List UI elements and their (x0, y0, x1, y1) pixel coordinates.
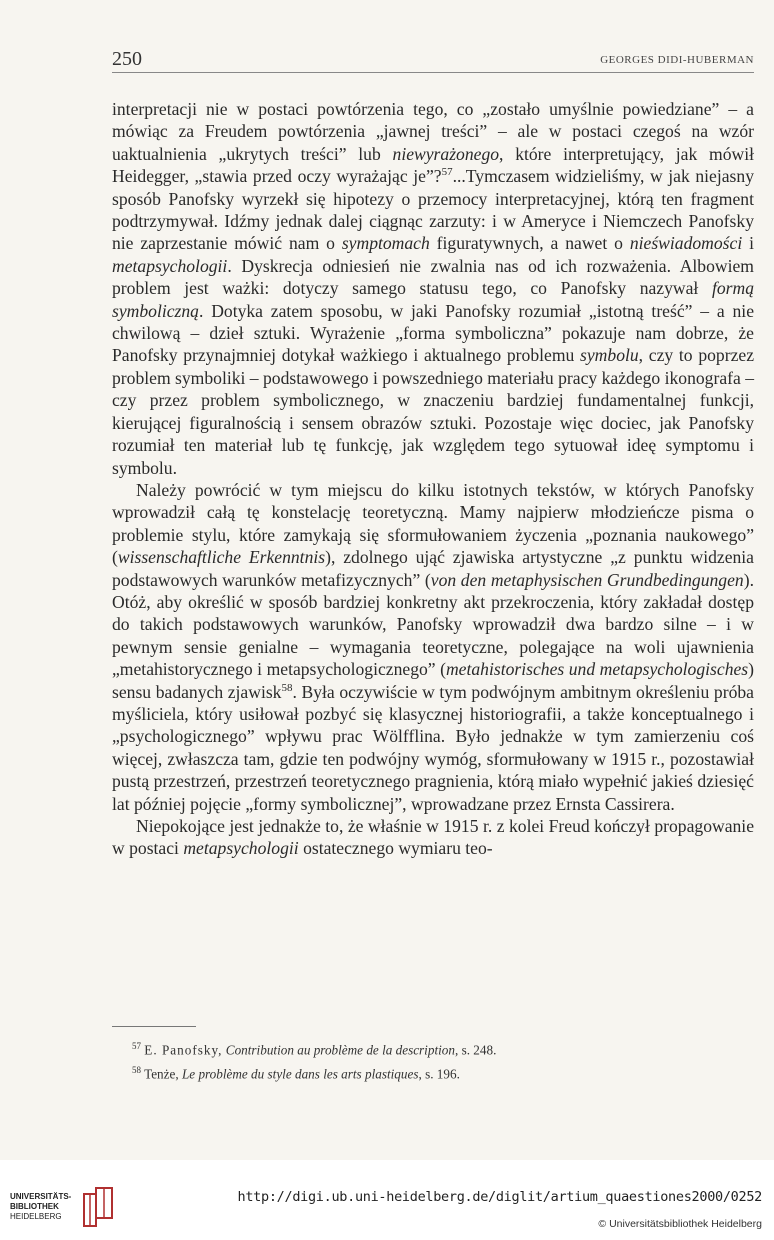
text-run: Należy powrócić w tym miejscu do kilku istotnych tekstów, w których Panofsky wprowadził całą tę konstelację teoretyczną. Mamy najpierw młodzieńcze pisma o problemie stylu, które zamykają się sformułowaniem życzenia „poznania naukowego” ( (112, 479, 754, 568)
italic-run: metapsychologii (112, 255, 228, 276)
library-logo[interactable] (10, 1192, 120, 1232)
text-run: . Dotyka zatem sposobu, w jaki Panofsky rozumiał „istotną treść” – a nie chwilową – dzieł sztuki. Wyrażenie „forma symboliczna” pokazuje nam dobrze, że Panofsky przynajmniej dotykał ważkiego i aktualnego problemu (112, 300, 754, 366)
italic-run: wissenschaftliche Erkenntnis (117, 547, 326, 568)
footnote-number: 58 (132, 1065, 141, 1076)
copyright-notice: © Universitätsbibliothek Heidelberg (598, 1218, 762, 1230)
running-head-author: GEORGES DIDI-HUBERMAN (600, 54, 754, 66)
italic-run: symptomach (341, 233, 430, 254)
italic-run: niewyrażonego (392, 143, 500, 164)
text-run: i (742, 233, 755, 254)
text-run: ...Tymczasem widzieliśmy, w jak niejasny sposób Panofsky wyrzekł się hipotezy o przemocy interpretacyjnej, którą ten fragment podtrzymywał. Idźmy jednak dalej ciągnąc zarzuty: i w Ameryce i Niemczech Panofsky nie zaprzestanie mówić nam o (112, 166, 754, 254)
footnote-page: , s. 248. (454, 1042, 497, 1058)
footnote-ref-57[interactable]: 57 (441, 166, 453, 179)
text-run: ) sensu badanych zjawisk (112, 659, 755, 702)
text-run: Niepokojące jest jednakże to, że właśnie w 1915 r. z kolei Freud kończył propagowanie w postaci (112, 816, 754, 859)
text-run: figuratywnych, a nawet o (429, 233, 630, 254)
text-run: . Była oczywiście w tym podwójnym ambitnym określeniu próba myśliciela, który usiłował pozbyć się klasycznej historiografii, a także konceptualnego i „psychologicznego” wpływu prac Wölfflina. Było jednakże w tym zamierzeniu coś więcej, zwłaszcza tam, gdzie ten podwójny wymóg, sformułowany w 1915 r., pozostawiał pustą przestrzeń, przestrzeń teoretycznego pragnienia, którą miało wypełnić jakieś dziesięć lat później pojęcie „formy symbolicznej”, wprowadzane przez Ernsta Cassirera. (112, 681, 754, 814)
permalink-url[interactable]: http://digi.ub.uni-heidelberg.de/diglit/artium_quaestiones2000/0252 (237, 1189, 762, 1205)
paragraph-1 (112, 98, 754, 479)
text-run: ostatecznego wymiaru teo- (298, 838, 493, 859)
italic-run: metapsychologii (183, 838, 299, 859)
footnote-number: 57 (132, 1041, 141, 1051)
body-text (112, 98, 754, 860)
text-run: ), zdolnego ująć zjawiska artystyczne „z punktu widzenia podstawowych warunków metafizycznych” ( (112, 547, 754, 590)
italic-run: von den metaphysischen Grundbedingungen (430, 569, 744, 590)
logo-line: HEIDELBERG (10, 1212, 62, 1221)
italic-run: metahistorisches und metapsychologisches (445, 659, 749, 680)
footnote-author: Tenże, (144, 1066, 182, 1082)
footnote-title: Contribution au problème de la description (225, 1042, 455, 1058)
logo-text (10, 1192, 71, 1222)
footnote-58 (112, 1060, 732, 1084)
text-run: , które interpretujący, jak mówił Heidegger, „stawia przed oczy wyrażając je”? (112, 143, 754, 187)
footnote-57 (112, 1036, 732, 1060)
text-run: interpretacji nie w postaci powtórzenia tego, co „zostało umyślnie powiedziane” – a mówiąc za Freudem powtórzenia „jawnej treści” – ale w postaci czegoś na wzór uaktualnienia „ukrytych treści” lub (112, 99, 754, 164)
italic-run: formą symboliczną (112, 278, 754, 321)
footnote-author: E. Panofsky, (144, 1042, 223, 1058)
logo-line: BIBLIOTHEK (10, 1202, 59, 1211)
footnote-title: Le problème du style dans les arts plastiques (181, 1066, 419, 1082)
page-number: 250 (112, 48, 142, 70)
italic-run: symbolu (580, 345, 639, 366)
footnote-ref-58[interactable]: 58 (281, 681, 293, 694)
paragraph-2 (112, 479, 754, 815)
footnotes (112, 1036, 732, 1085)
footnote-page: , s. 196. (418, 1066, 460, 1082)
library-emblem-icon (82, 1186, 118, 1228)
running-head (112, 48, 754, 73)
text-run: ). Otóż, aby określić w sposób bardziej konkretny akt przekroczenia, który zakładał dostęp do takich podstawowych warunków, Panofsky wprowadził dwa bardzo silne – i w pewnym sensie genialne – wymagania teoretyczne, polegające na woli ujawnienia „metahistorycznego i metapsychologicznego” ( (112, 569, 754, 680)
italic-run: nieświadomości (629, 233, 743, 254)
logo-line: UNIVERSITÄTS- (10, 1192, 72, 1201)
footnote-divider (112, 1026, 196, 1027)
text-run: , czy to poprzez problem symboliki – podstawowego i powszedniego materiału pracy każdego ikonografa – czy przez problem symbolicznego, w znaczeniu bardziej fundamentalnej funkcji, kierującej figuralnością i sensem obrazów sztuki. Pozostaje więc dociec, jak Panofsky rozumiał ten materiał lub tę funkcję, jak względem tego sytuował ideę symptomu i symbolu. (112, 345, 755, 478)
text-run: . Dyskrecja odniesień nie zwalnia nas od ich rozważenia. Albowiem problem jest ważki: dotyczy samego statusu tego, co Panofsky nazywał (112, 255, 754, 299)
paragraph-3 (112, 815, 754, 860)
